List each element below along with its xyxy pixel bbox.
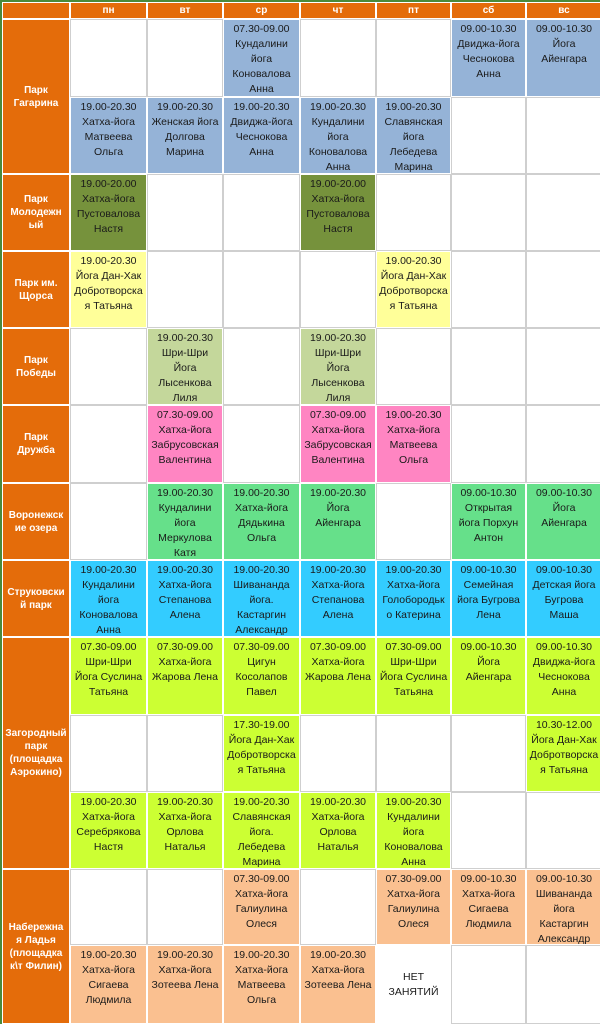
class-cell-text: 09.00-10.30 Открытая йога Порхун Антон (458, 487, 519, 544)
empty-cell (223, 251, 300, 328)
class-cell (451, 483, 526, 560)
empty-cell (451, 251, 526, 328)
class-cell (223, 483, 300, 560)
class-cell (223, 637, 300, 715)
park-label (2, 174, 70, 251)
class-cell (376, 405, 451, 483)
class-cell-text: 19.00-20.30 Йога Дан-Хак Добротворска я Татьяна (379, 255, 448, 312)
class-cell (300, 405, 376, 483)
class-cell-text: 09.00-10.30 Хатха-йога Сигаева Людмила (460, 873, 517, 930)
class-cell (451, 637, 526, 715)
class-cell-text: 09.00-10.30 Шивананда йога Кастаргин Александр (535, 873, 593, 945)
empty-cell (147, 19, 223, 97)
class-cell (147, 792, 223, 869)
empty-cell (451, 174, 526, 251)
class-cell (147, 560, 223, 637)
day-header (300, 2, 376, 19)
class-cell-text: 19.00-20.30 Женская йога Долгова Марина (151, 101, 219, 158)
day-header (147, 2, 223, 19)
class-cell-text: 19.00-20.30 Хатха-йога Голобородьк о Катерина (382, 564, 445, 621)
class-cell-text: 19.00-20.30 Славянская йога. Лебедева Марина (232, 796, 291, 868)
class-cell (300, 637, 376, 715)
empty-cell (300, 19, 376, 97)
empty-cell (526, 97, 600, 174)
class-cell (300, 945, 376, 1024)
empty-cell (147, 715, 223, 792)
class-cell (376, 869, 451, 945)
class-cell (451, 560, 526, 637)
class-cell-text: 19.00-20.30 Хатха-йога Матвеева Ольга (233, 949, 290, 1006)
empty-cell (451, 945, 526, 1024)
class-cell-text: 07.30-09.00 Хатха-йога Жарова Лена (152, 641, 218, 683)
class-cell (147, 483, 223, 560)
class-cell-text: 09.00-10.30 Детская йога Бугрова Маша (532, 564, 596, 621)
class-cell (526, 715, 600, 792)
park-label (2, 483, 70, 560)
class-cell (376, 637, 451, 715)
class-cell (70, 560, 147, 637)
empty-cell (526, 174, 600, 251)
class-cell (223, 869, 300, 945)
class-cell-text: 07.30-09.00 Хатха-йога Жарова Лена (305, 641, 371, 683)
empty-cell (526, 792, 600, 869)
class-cell (70, 174, 147, 251)
class-cell-text: 19.00-20.30 Кундалини йога Меркулова Катя (156, 487, 214, 559)
class-cell (147, 328, 223, 405)
class-cell (223, 19, 300, 97)
empty-cell (376, 328, 451, 405)
day-header (223, 2, 300, 19)
park-label-text: Парк им. Щорса (14, 277, 58, 302)
class-cell-text: 19.00-20.30 Кундалини йога Коновалова Анна (384, 796, 443, 868)
class-cell (223, 945, 300, 1024)
class-cell (300, 97, 376, 174)
class-cell-text: 19.00-20.30 Хатха-йога Степанова Алена (309, 564, 367, 621)
class-cell-text: 19.00-20.30 Хатха-йога Зотеева Лена (151, 949, 219, 991)
empty-cell (451, 328, 526, 405)
empty-cell (300, 251, 376, 328)
day-header (526, 2, 600, 19)
empty-cell (451, 405, 526, 483)
class-cell (70, 792, 147, 869)
class-cell-text: 10.30-12.00 Йога Дан-Хак Добротворска я Татьяна (529, 719, 599, 776)
class-cell (300, 328, 376, 405)
empty-cell (147, 174, 223, 251)
empty-cell (451, 715, 526, 792)
day-header-text: вт (179, 5, 191, 16)
class-cell-text: 07.30-09.00 Шри-Шри Йога Суслина Татьяна (74, 641, 143, 698)
class-cell (376, 945, 451, 1024)
class-cell (376, 792, 451, 869)
class-cell-text: 19.00-20.30 Кундалини йога Коновалова Анна (79, 564, 138, 636)
class-cell-text: 19.00-20.30 Шри-Шри Йога Лысенкова Лиля (156, 332, 214, 404)
day-header-text: сб (482, 5, 495, 16)
park-label-text: Воронежск ие озера (8, 509, 64, 534)
empty-cell (526, 405, 600, 483)
class-cell (526, 869, 600, 945)
day-header-text: вс (558, 5, 570, 16)
class-cell-text: 07.30-09.00 Хатха-йога Галиулина Олеся (385, 873, 442, 930)
empty-cell (300, 715, 376, 792)
empty-cell (223, 328, 300, 405)
class-cell-text: 19.00-20.30 Йога Дан-Хак Добротворска я Татьяна (74, 255, 143, 312)
empty-cell (376, 174, 451, 251)
class-cell (300, 560, 376, 637)
class-cell-text: 09.00-10.30 Йога Айенгара (460, 641, 517, 683)
class-cell (223, 715, 300, 792)
class-cell (526, 19, 600, 97)
empty-cell (147, 869, 223, 945)
empty-cell (70, 715, 147, 792)
class-cell-text: 07.30-09.00 Шри-Шри Йога Суслина Татьяна (379, 641, 448, 698)
day-header-text: чт (332, 5, 344, 16)
empty-cell (376, 483, 451, 560)
class-cell-text: 09.00-10.30 Двиджа-йога Чеснокова Анна (532, 641, 596, 698)
park-label-text: Струковски й парк (7, 586, 65, 611)
class-cell-text: 19.00-20.30 Хатха-йога Матвеева Ольга (80, 101, 137, 158)
day-header (70, 2, 147, 19)
empty-cell (70, 328, 147, 405)
class-cell-text: 19.00-20.00 Хатха-йога Пустовалова Настя (306, 178, 370, 235)
empty-cell (451, 792, 526, 869)
empty-cell (70, 483, 147, 560)
empty-cell (526, 328, 600, 405)
class-cell (376, 97, 451, 174)
empty-cell (526, 251, 600, 328)
class-cell (147, 97, 223, 174)
empty-cell (223, 174, 300, 251)
class-cell (223, 792, 300, 869)
empty-cell (147, 251, 223, 328)
class-cell (300, 792, 376, 869)
day-header-text: ср (255, 5, 268, 16)
class-cell-text: 19.00-20.30 Хатха-йога Серебрякова Настя (76, 796, 141, 853)
class-cell-text: 19.00-20.30 Хатха-йога Орлова Наталья (156, 796, 214, 853)
class-cell-text: 07.30-09.00 Хатха-йога Галиулина Олеся (233, 873, 290, 930)
class-cell-text: 19.00-20.30 Хатха-йога Орлова Наталья (309, 796, 367, 853)
park-label-text: Набережна я Ладья (площадка к\т Филин) (8, 921, 64, 972)
class-cell (526, 483, 600, 560)
park-label (2, 637, 70, 869)
park-label-text: Загородный парк (площадка Аэрокино) (5, 728, 67, 778)
class-cell (70, 251, 147, 328)
empty-cell (376, 19, 451, 97)
empty-cell (451, 97, 526, 174)
class-cell-text: 19.00-20.00 Хатха-йога Пустовалова Настя (76, 178, 141, 235)
empty-cell (526, 945, 600, 1024)
class-cell-text: 19.00-20.30 Шивананда йога. Кастаргин Александр (233, 564, 290, 636)
park-label (2, 19, 70, 174)
class-cell-text: 19.00-20.30 Хатха-йога Сигаева Людмила (80, 949, 137, 1006)
empty-cell (223, 405, 300, 483)
class-cell-text: 19.00-20.30 Хатха-йога Дядькина Ольга (233, 487, 290, 544)
day-header-text: пн (102, 5, 115, 16)
park-label-text: Парк Гагарина (13, 84, 59, 109)
class-cell (526, 560, 600, 637)
park-label-text: Парк Молодежн ый (10, 194, 62, 231)
class-cell-text: 19.00-20.30 Кундалини йога Коновалова Анна (308, 101, 368, 173)
park-label (2, 328, 70, 405)
day-header (376, 2, 451, 19)
class-cell-text: 07.30-09.00 Хатха-йога Забрусовская Валентина (304, 409, 372, 466)
class-cell-text: 19.00-20.30 Двиджа-йога Чеснокова Анна (230, 101, 293, 158)
class-cell (147, 945, 223, 1024)
park-label (2, 405, 70, 483)
park-label-text: Парк Дружба (17, 432, 55, 456)
class-cell-text: 19.00-20.30 Йога Айенгара (309, 487, 367, 529)
class-cell (526, 637, 600, 715)
class-cell-text: НЕТ ЗАНЯТИЙ (388, 970, 439, 998)
empty-cell (70, 19, 147, 97)
class-cell-text: 19.00-20.30 Шри-Шри Йога Лысенкова Лиля (309, 332, 367, 404)
class-cell-text: 09.00-10.30 Йога Айенгара (535, 487, 593, 529)
class-cell (451, 869, 526, 945)
class-cell (300, 483, 376, 560)
class-cell-text: 17.30-19.00 Йога Дан-Хак Добротворска я Татьяна (227, 719, 296, 776)
class-cell-text: 09.00-10.30 Йога Айенгара (535, 23, 593, 65)
park-label (2, 869, 70, 1024)
class-cell (223, 97, 300, 174)
class-cell-text: 07.30-09.00 Кундалини йога Коновалова Анна (232, 23, 291, 95)
class-cell (376, 251, 451, 328)
class-cell-text: 19.00-20.30 Хатха-йога Матвеева Ольга (385, 409, 442, 466)
header-corner (2, 2, 70, 19)
empty-cell (376, 715, 451, 792)
class-cell (70, 945, 147, 1024)
class-cell (376, 560, 451, 637)
class-cell (223, 560, 300, 637)
class-cell-text: 19.00-20.30 Хатха-йога Зотеева Лена (304, 949, 372, 991)
class-cell (70, 637, 147, 715)
class-cell-text: 09.00-10.30 Семейная йога Бугрова Лена (457, 564, 520, 621)
empty-cell (300, 869, 376, 945)
class-cell (70, 97, 147, 174)
class-cell (147, 637, 223, 715)
day-header-text: пт (408, 5, 419, 16)
day-header (451, 2, 526, 19)
class-cell-text: 07.30-09.00 Хатха-йога Забрусовская Валентина (151, 409, 219, 466)
class-cell-text: 19.00-20.30 Славянская йога Лебедева Марина (384, 101, 443, 173)
class-cell (451, 19, 526, 97)
empty-cell (70, 869, 147, 945)
class-cell (300, 174, 376, 251)
class-cell-text: 09.00-10.30 Двиджа-йога Чеснокова Анна (457, 23, 520, 80)
park-label (2, 251, 70, 328)
empty-cell (70, 405, 147, 483)
class-cell-text: 07.30-09.00 Цигун Косолапов Павел (233, 641, 290, 698)
park-label-text: Парк Победы (16, 354, 56, 379)
park-label (2, 560, 70, 637)
class-cell-text: 19.00-20.30 Хатха-йога Степанова Алена (156, 564, 214, 621)
class-cell (147, 405, 223, 483)
